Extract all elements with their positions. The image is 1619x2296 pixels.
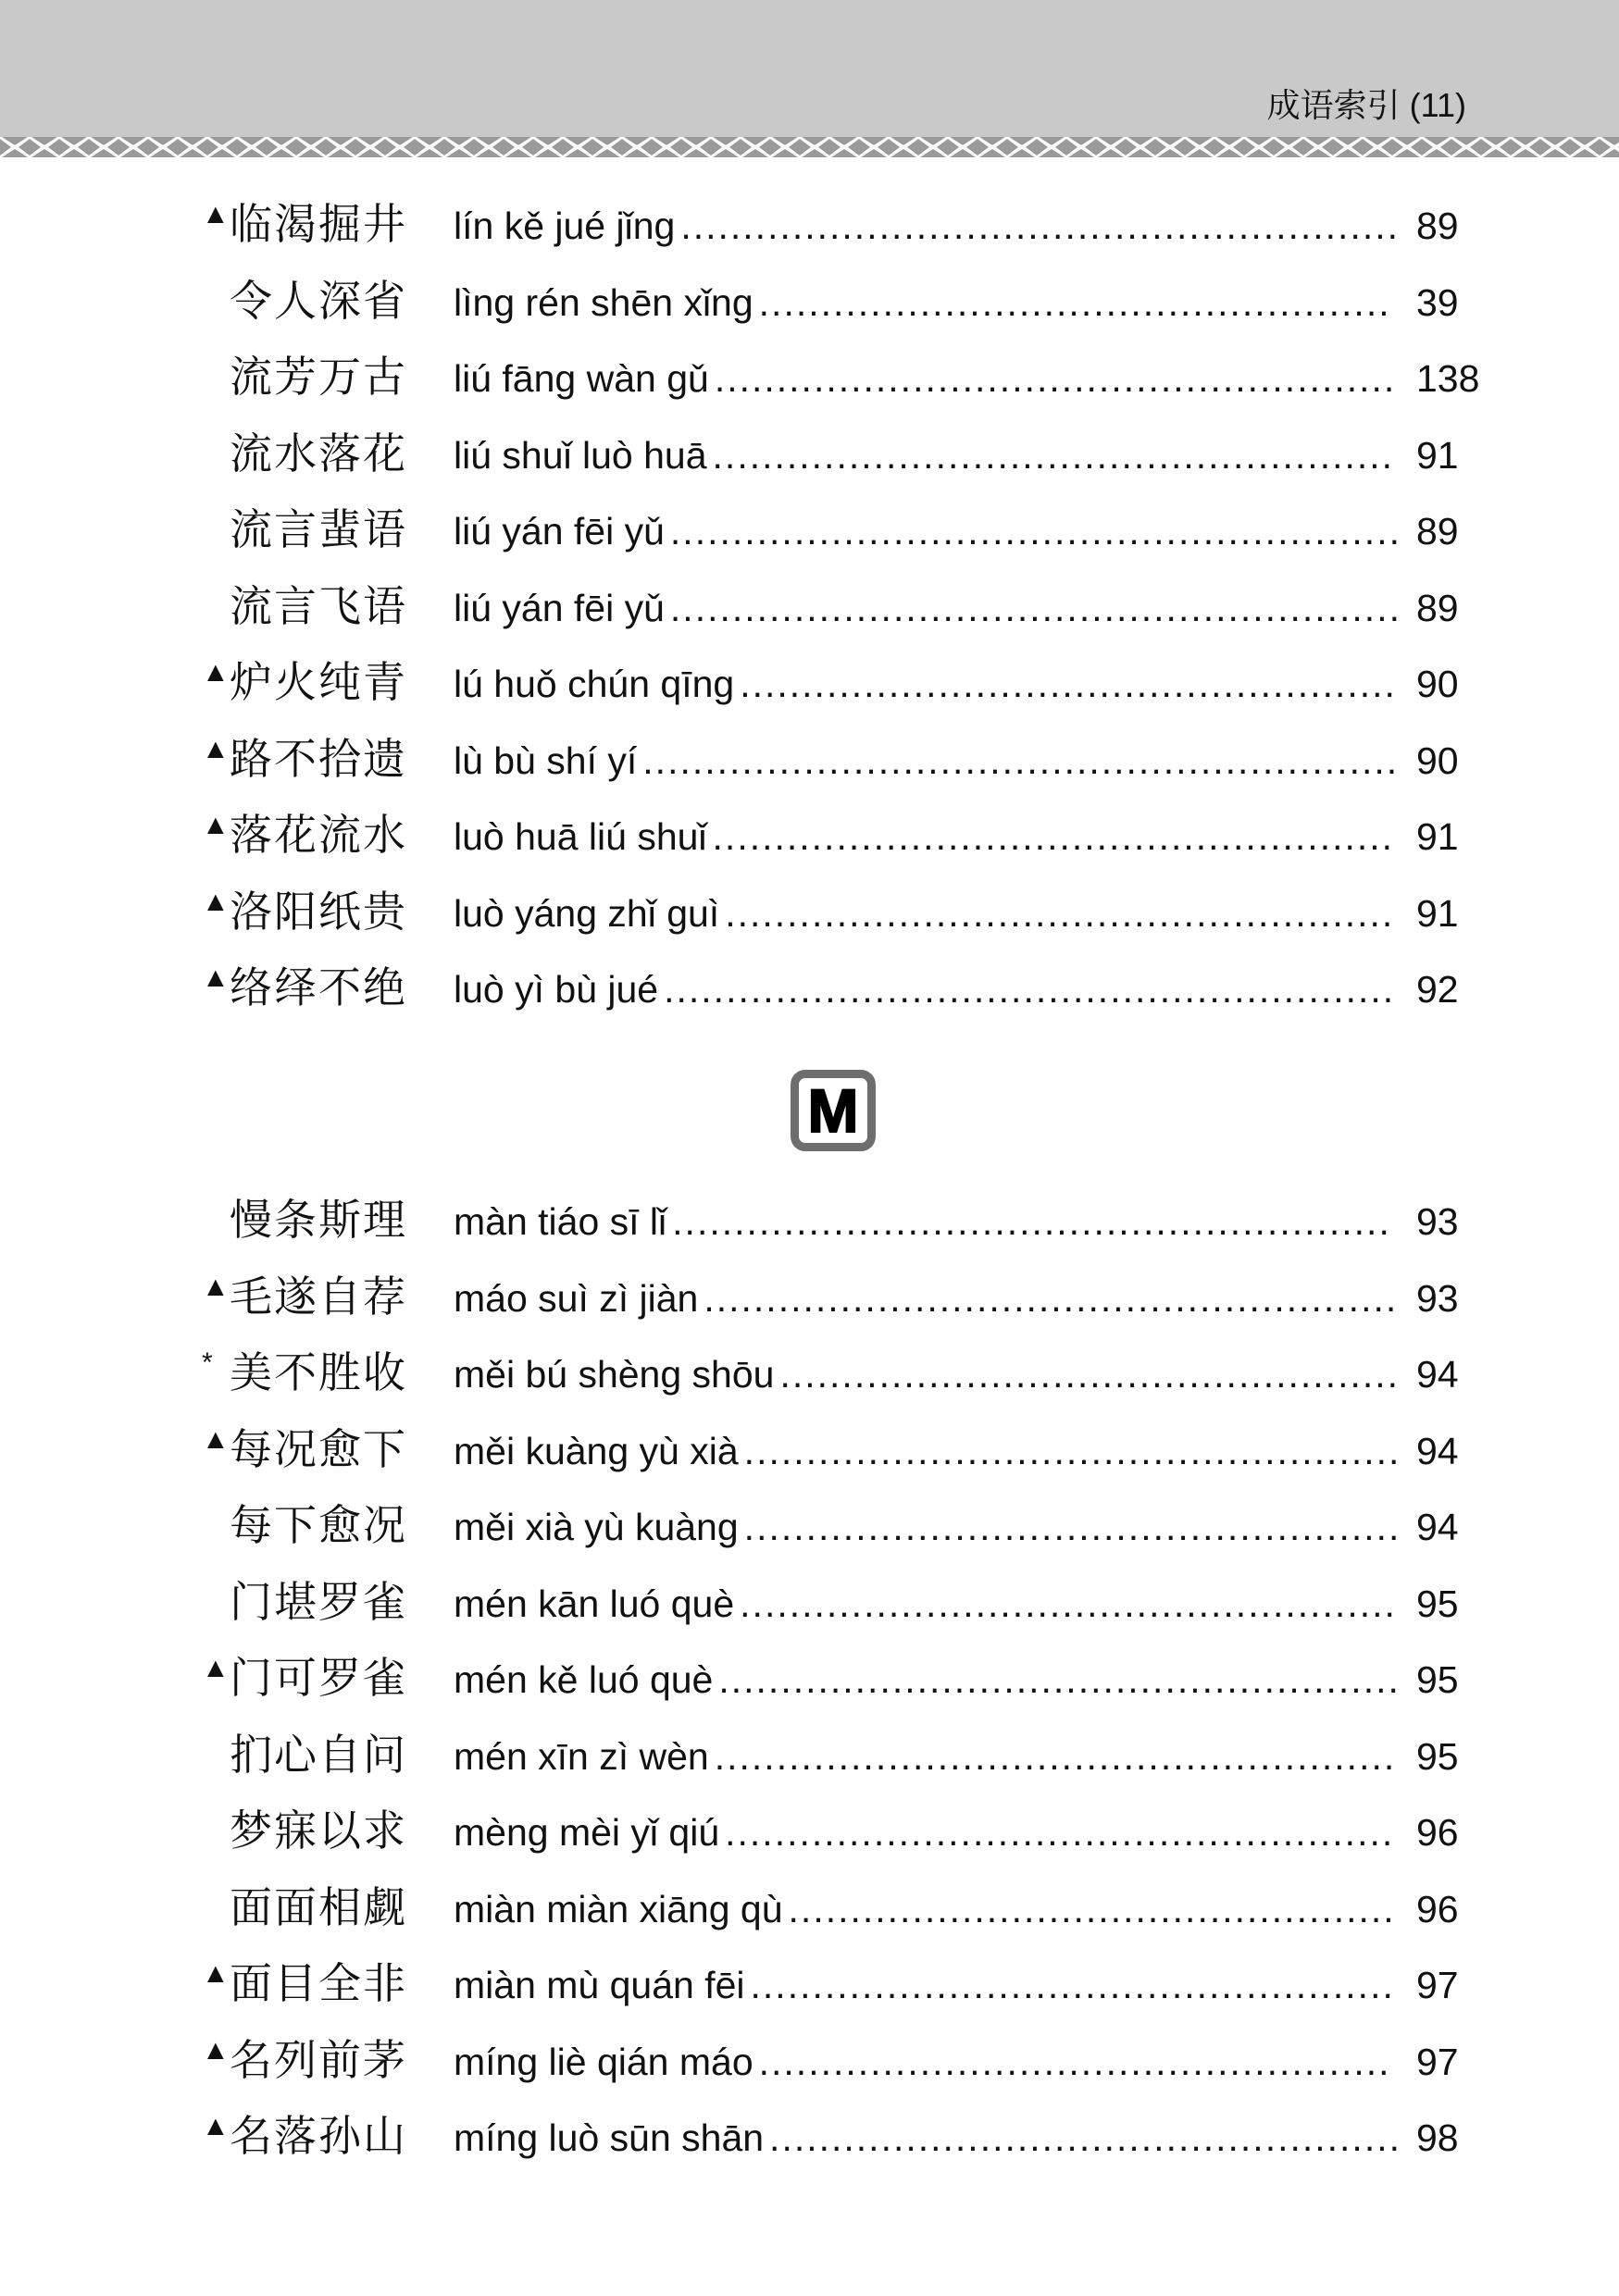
page-number: 90 (1416, 738, 1459, 782)
idiom-text: 洛阳纸贵 (230, 886, 407, 937)
idiom-text: 每下愈况 (230, 1500, 407, 1550)
page-number: 91 (1416, 891, 1459, 935)
idiom-text: 临渴掘井 (230, 199, 407, 249)
dot-leader: ..................................................... (743, 1429, 1401, 1472)
entry-marker: ▲ (202, 1423, 230, 1455)
pinyin-text: miàn miàn xiāng qù (454, 1887, 783, 1930)
entry-marker: ▲ (202, 810, 230, 840)
index-entry (202, 2110, 1507, 2166)
index-entry (202, 2034, 1507, 2090)
page-number: 138 (1416, 357, 1480, 400)
entry-marker: ▲ (202, 733, 230, 764)
entry-marker: * (202, 1347, 213, 1378)
page-number: 95 (1416, 1734, 1459, 1778)
page-number: 95 (1416, 1658, 1459, 1701)
pinyin-text: míng liè qián máo (454, 2040, 753, 2083)
entry-marker: ▲ (202, 1271, 230, 1302)
index-entry (202, 656, 1507, 712)
index-entry (202, 503, 1507, 559)
dot-leader: ..................................................... (740, 663, 1397, 705)
pinyin-text: měi xià yù kuàng (454, 1506, 739, 1548)
dot-leader: ....................................................... (712, 433, 1395, 477)
idiom-text: 门可罗雀 (230, 1653, 407, 1703)
dot-leader: ........................................................... (664, 968, 1396, 1011)
index-entry (202, 962, 1507, 1017)
index-entry (202, 1347, 1507, 1402)
entry-marker: ▲ (202, 199, 230, 230)
page-number: 92 (1416, 968, 1459, 1011)
pinyin-text: lín kě jué jǐng (454, 205, 676, 247)
page-number: 95 (1416, 1582, 1459, 1625)
page-header (0, 0, 1619, 137)
pinyin-text: miàn mù quán fēi (454, 1964, 745, 2006)
idiom-text: 名列前茅 (230, 2034, 407, 2085)
index-entry (202, 1423, 1507, 1479)
index-entry (202, 580, 1507, 636)
idiom-text: 流言飞语 (230, 580, 407, 631)
idiom-text: 流水落花 (230, 428, 407, 478)
pinyin-text: luò huā liú shuǐ (454, 815, 707, 858)
page-number: 96 (1416, 1887, 1459, 1930)
dot-leader: ........................................................... (669, 586, 1401, 629)
page-number: 90 (1416, 663, 1459, 705)
index-entry (202, 275, 1507, 330)
dot-leader: ........................................................ (704, 1276, 1399, 1320)
dot-leader: ....................................................... (718, 1658, 1401, 1701)
pinyin-text: měi kuàng yù xià (454, 1429, 739, 1472)
dot-leader: ........................................................... (669, 510, 1401, 552)
idiom-text: 美不胜收 (230, 1347, 407, 1397)
pinyin-text: luò yáng zhǐ guì (454, 891, 720, 935)
index-entry (202, 733, 1507, 788)
index-entry (202, 428, 1507, 483)
dot-leader: ................................................... (758, 2040, 1391, 2083)
page-number: 89 (1416, 510, 1459, 552)
idiom-text: 络绎不绝 (230, 962, 407, 1012)
page-number: 97 (1416, 1964, 1459, 2006)
page-number: 94 (1416, 1429, 1459, 1472)
idiom-text: 门堪罗雀 (230, 1576, 407, 1627)
idiom-text: 炉火纯青 (230, 657, 407, 707)
index-entry (202, 1957, 1507, 2013)
idiom-text: 路不拾遗 (230, 733, 407, 784)
dot-leader: ..................................................... (740, 1582, 1397, 1625)
page-number: 91 (1416, 815, 1459, 858)
pinyin-text: liú shuǐ luò huā (454, 433, 707, 477)
index-entry (202, 1652, 1507, 1707)
idiom-text: 扪心自问 (230, 1729, 407, 1780)
dot-leader: ...................................................... (725, 891, 1395, 935)
pinyin-text: liú yán fēi yǔ (454, 586, 665, 629)
dot-leader: .......................................................... (672, 1200, 1391, 1243)
idiom-text: 落花流水 (230, 810, 407, 860)
dot-leader: ....................................................... (712, 815, 1395, 858)
pinyin-text: liú fāng wàn gǔ (454, 357, 709, 400)
index-entry (202, 1194, 1507, 1249)
pinyin-text: máo suì zì jiàn (454, 1276, 699, 1320)
index-entry (202, 198, 1507, 254)
decorative-border (0, 137, 1619, 157)
pinyin-text: měi bú shèng shōu (454, 1353, 775, 1396)
index-entry (202, 886, 1507, 941)
pinyin-text: lù bù shí yí (454, 738, 638, 782)
dot-leader: ....................................................... (714, 1734, 1397, 1778)
idiom-text: 令人深省 (230, 275, 407, 326)
pinyin-text: mén kě luó què (454, 1658, 714, 1701)
dot-leader: ................................................... (769, 2116, 1401, 2159)
page-number: 94 (1416, 1506, 1459, 1548)
index-entry (202, 809, 1507, 864)
dot-leader: .................................................... (750, 1964, 1395, 2006)
entry-marker: ▲ (202, 2111, 230, 2141)
page-title: 成语索引 (11) (1266, 86, 1466, 124)
pinyin-text: màn tiáo sī lǐ (454, 1200, 667, 1243)
idiom-text: 名落孙山 (230, 2111, 407, 2161)
dot-leader: ...................................................... (725, 1811, 1395, 1854)
index-entry (202, 1729, 1507, 1784)
idiom-text: 流芳万古 (230, 352, 407, 402)
index-entry (202, 1881, 1507, 1937)
entry-marker: ▲ (202, 1653, 230, 1683)
index-entry (202, 351, 1507, 406)
page-number: 89 (1416, 205, 1459, 247)
section-letter: M (807, 1076, 859, 1145)
dot-leader: ................................................... (758, 280, 1391, 324)
page-number: 97 (1416, 2040, 1459, 2083)
page-number: 93 (1416, 1200, 1459, 1243)
page-number: 89 (1416, 586, 1459, 629)
index-entry (202, 1576, 1507, 1632)
pinyin-text: lìng rén shēn xǐng (454, 280, 753, 324)
idiom-text: 面面相觑 (230, 1881, 407, 1932)
page-number: 98 (1416, 2116, 1459, 2159)
page-number: 96 (1416, 1811, 1459, 1854)
entry-marker: ▲ (202, 886, 230, 917)
dot-leader: .......................................................... (680, 205, 1401, 247)
entry-marker: ▲ (202, 1958, 230, 1989)
index-entry (202, 1805, 1507, 1860)
idiom-text: 流言蜚语 (230, 504, 407, 554)
page-number: 93 (1416, 1276, 1459, 1320)
entry-marker: ▲ (202, 962, 230, 993)
pinyin-text: liú yán fēi yǔ (454, 510, 665, 552)
idiom-text: 毛遂自荐 (230, 1271, 407, 1322)
page-number: 94 (1416, 1353, 1459, 1396)
dot-leader: .................................................. (779, 1353, 1401, 1396)
pinyin-text: míng luò sūn shān (454, 2116, 765, 2159)
idiom-text: 每况愈下 (230, 1423, 407, 1474)
pinyin-text: luò yì bù jué (454, 968, 659, 1011)
pinyin-text: mén kān luó què (454, 1582, 735, 1625)
index-entry (202, 1499, 1507, 1555)
dot-leader: ..................................................... (743, 1506, 1401, 1548)
idiom-text: 面目全非 (230, 1958, 407, 2008)
entry-marker: ▲ (202, 2034, 230, 2066)
entry-marker: ▲ (202, 657, 230, 688)
pinyin-text: lú huǒ chún qīng (454, 663, 735, 705)
pinyin-text: mèng mèi yǐ qiú (454, 1811, 720, 1854)
dot-leader: ............................................................. (642, 738, 1400, 782)
index-entry (202, 1271, 1507, 1326)
page-number: 91 (1416, 433, 1459, 477)
idiom-text: 慢条斯理 (230, 1195, 407, 1245)
page-number: 39 (1416, 280, 1459, 324)
pinyin-text: mén xīn zì wèn (454, 1734, 709, 1778)
idiom-text: 梦寐以求 (230, 1806, 407, 1855)
section-letter-badge (791, 1070, 876, 1151)
dot-leader: ....................................................... (714, 357, 1397, 400)
dot-leader: ................................................. (788, 1887, 1396, 1930)
